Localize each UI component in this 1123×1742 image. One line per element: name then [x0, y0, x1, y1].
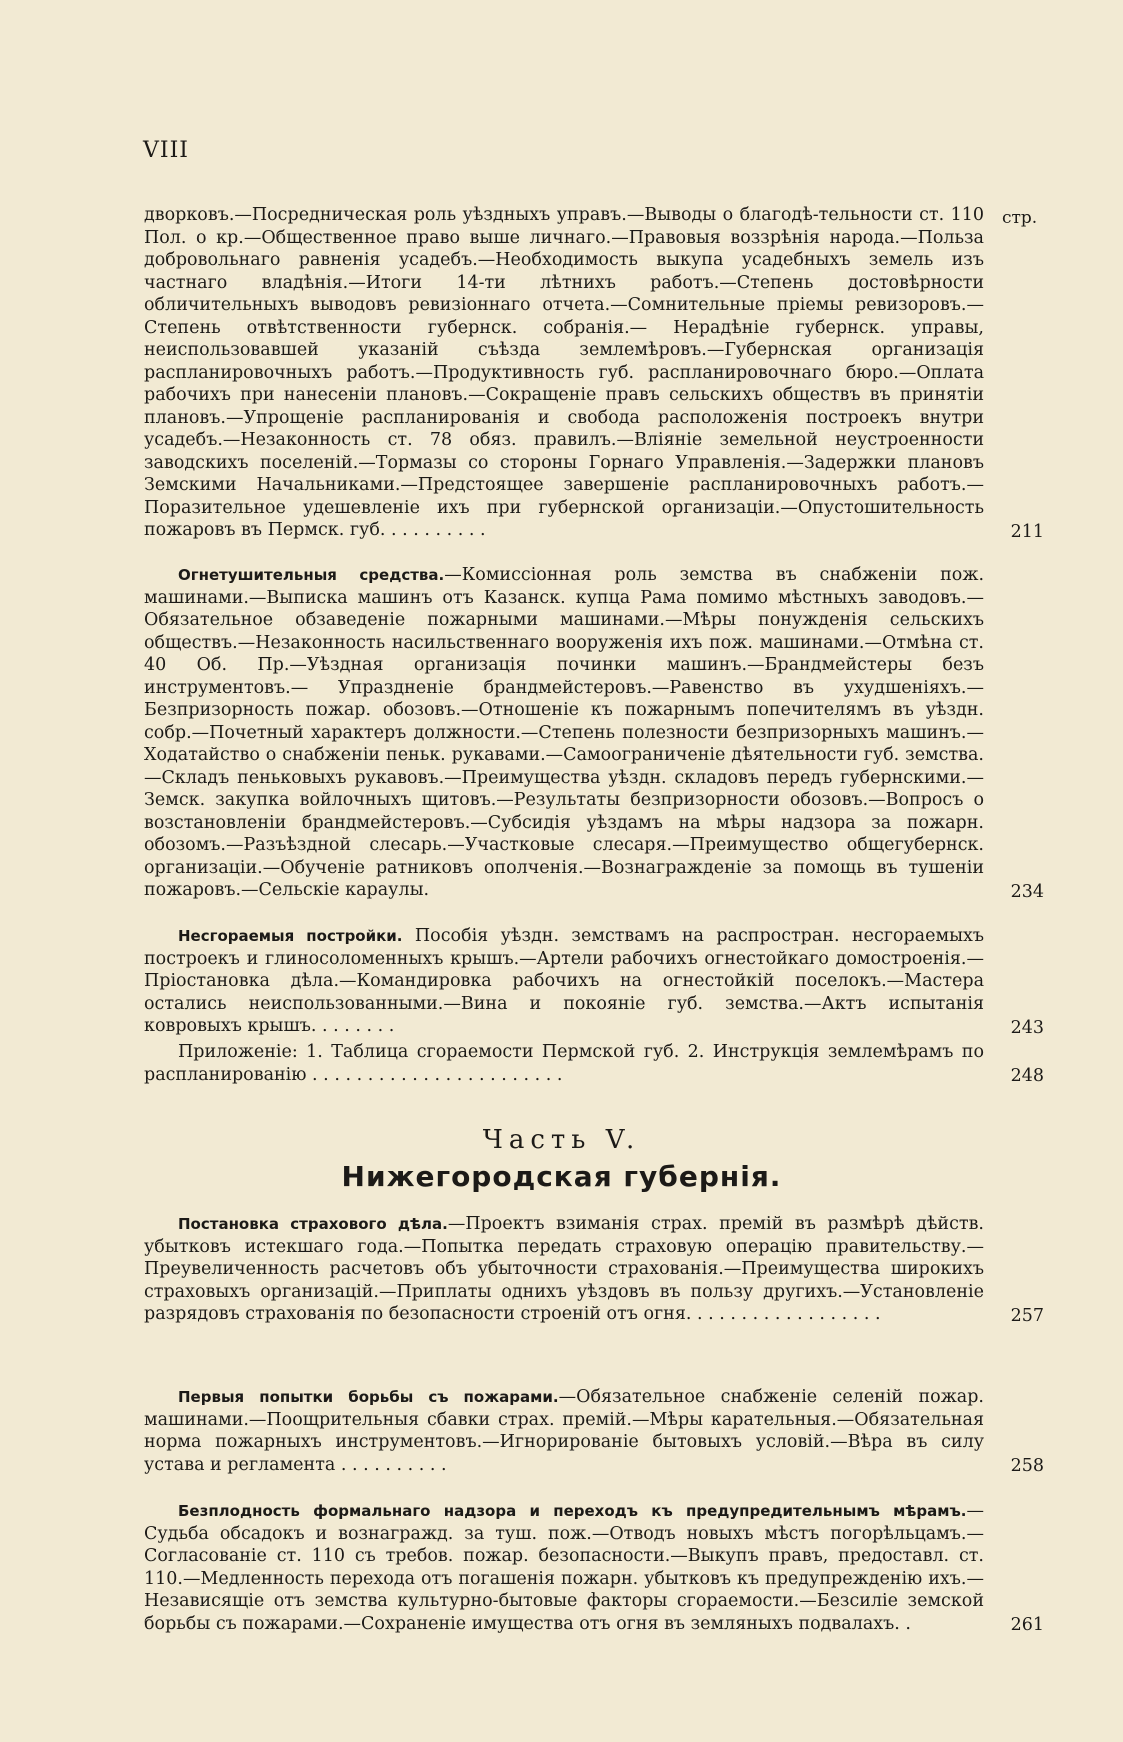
toc-entry-heading: Огнетушительныя средства. — [178, 566, 445, 584]
toc-entry-text: Постановка страхового дѣла.—Проектъ взиманія страх. премій въ размѣрѣ дѣйств. убытковъ истекшаго года.—Попытка передать страховую операцію правительству.—Преувеличенность расчетовъ объ убыточности страхованія.—Преимущества широкихъ страховыхъ организацій.—Приплаты однихъ уѣздовъ въ пользу другихъ.—Установленіе разрядовъ страхованія по безопасности строеній отъ огня. . . . . . . . . . . . . . . . . . — [144, 1214, 984, 1324]
toc-entry-heading: Первыя попытки борьбы съ пожарами. — [178, 1388, 559, 1406]
toc-entry-heading: Несгораемыя постройки. — [178, 927, 403, 945]
toc-page-number: 261 — [1010, 1615, 1044, 1635]
toc-page-number: 211 — [1010, 521, 1044, 542]
page-column-heading: стр. — [1002, 208, 1038, 228]
toc-page-number: 248 — [1010, 1066, 1044, 1086]
toc-entry-text: Первыя попытки борьбы съ пожарами.—Обязательное снабженіе селеній пожар. машинами.—Поощрительныя сбавки страх. премій.—Мѣры карательныя.—Обязательная норма пожарныхъ инструментовъ.—Игнорированіе бытовыхъ условій.—Вѣра въ силу устава и регламента . . . . . . . . . . — [144, 1387, 984, 1475]
toc-page-number: 258 — [1010, 1456, 1044, 1476]
toc-page-number: 243 — [1010, 1017, 1044, 1038]
toc-page-number: 234 — [1010, 881, 1044, 902]
toc-entry-heading: Постановка страхового дѣла. — [178, 1215, 448, 1233]
toc-entry-text: Огнетушительныя средства.—Комиссіонная роль земства въ снабженіи пож. машинами.—Выписка машинъ отъ Казанск. купца Рама помимо мѣстныхъ заводовъ.—Обязательное обзаведеніе пожарными машинами.—Мѣры понужденія сельскихъ обществъ.—Незаконность насильственнаго вооруженія ихъ пож. машинами.—Отмѣна ст. 40 Об. Пр.—Уѣздная организація починки машинъ.—Брандмейстеры безъ инструментовъ.— Упраздненіе брандмейстеровъ.—Равенство въ ухудшеніяхъ.—Безпризорность пожар. обозовъ.—Отношеніе къ пожарнымъ попечителямъ въ уѣздн. собр.—Почетный характеръ должности.—Степень полезности безпризорныхъ машинъ.—Ходатайство о снабженіи пеньк. рукавами.—Самоограниченіе дѣятельности губ. земства.—Складъ пеньковыхъ рукавовъ.—Преимущества уѣздн. складовъ передъ губернскими.—Земск. закупка войлочныхъ щитовъ.—Результаты безпризорности обозовъ.—Вопросъ о возстановленіи брандмейстеровъ.—Субсидія уѣздамъ на мѣры надзора за пожарн. обозомъ.—Разъѣздной слесарь.—Участковые слесаря.—Преимущество общегубернск. организаціи.—Обученіе ратниковъ ополченія.—Вознагражденіе за помощь въ тушеніи пожаровъ.—Сельскіе караулы. — [144, 565, 985, 900]
toc-entry-text: Несгораемыя постройки. Пособія уѣздн. земствамъ на распростран. несгораемыхъ построекъ и глиносоломенныхъ крышъ.—Артели рабочихъ огнестойкаго домостроенія.—Пріостановка дѣла.—Командировка рабочихъ на огнестойкій поселокъ.—Мастера остались неиспользованными.—Вина и покояніе губ. земства.—Актъ испытанія ковровыхъ крышъ. . . . . . . . — [144, 926, 985, 1036]
toc-entry — [144, 1500, 1044, 1635]
toc-entry-heading: Безплодность формальнаго надзора и переходъ къ предупредительнымъ мѣрамъ. — [178, 1502, 967, 1520]
toc-entry — [144, 564, 1044, 902]
page-number: VIII — [143, 138, 189, 163]
region-title: Нижегородская губернія. — [341, 1160, 782, 1193]
toc-entry — [144, 925, 1044, 1038]
toc-entry — [144, 1386, 1044, 1476]
toc-entry — [144, 1213, 1044, 1326]
toc-page-number: 257 — [1010, 1305, 1044, 1326]
toc-entry — [144, 1041, 1044, 1086]
toc-entry-text: Безплодность формальнаго надзора и переходъ къ предупредительнымъ мѣрамъ.—Судьба обсадокъ и вознагражд. за туш. пож.—Отводъ новыхъ мѣстъ погорѣльцамъ.— Согласованіе ст. 110 съ требов. пожар. безопасности.—Выкупъ правъ, предоставл. ст. 110.—Медленность перехода отъ погашенія пожарн. убытковъ къ предупрежденію ихъ.— Независящіе отъ земства культурно-бытовые факторы сгораемости.—Безсиліе земской борьбы съ пожарами.—Сохраненіе имущества отъ огня въ земляныхъ подвалахъ. . — [144, 1501, 984, 1634]
toc-entry-text: Приложеніе: 1. Таблица сгораемости Пермской губ. 2. Инструкція землемѣрамъ по распланированію . . . . . . . . . . . . . . . . . . . . . . . — [144, 1042, 984, 1085]
toc-entry — [144, 204, 1044, 542]
part-title: Часть V. — [482, 1125, 641, 1155]
toc-entry-text: дворковъ.—Посредническая роль уѣздныхъ управъ.—Выводы о благодѣ-тельности ст. 110 Пол. о кр.—Общественное право выше личнаго.—Правовыя воззрѣнія народа.—Польза добровольнаго равненія усадебъ.—Необходимость выкупа усадебныхъ земель изъ частнаго владѣнія.—Итоги 14-ти лѣтнихъ работъ.—Степень достовѣрности обличительныхъ выводовъ ревизіоннаго отчета.—Сомнительные пріемы ревизоровъ.—Степень отвѣтственности губернск. собранія.— Нерадѣніе губернск. управы, неиспользовавшей указаній съѣзда землемѣровъ.—Губернская организація распланировочныхъ работъ.—Продуктивность губ. распланировочнаго бюро.—Оплата рабочихъ при нанесеніи плановъ.—Сокращеніе правъ сельскихъ обществъ въ принятіи плановъ.—Упрощеніе распланированія и свобода расположенія построекъ внутри усадебъ.—Незаконность ст. 78 обяз. правилъ.—Вліяніе земельной неустроенности заводскихъ поселеній.—Тормазы со стороны Горнаго Управленія.—Задержки плановъ Земскими Начальниками.—Предстоящее завершеніе распланировочныхъ работъ.—Поразительное удешевленіе ихъ при губернской организаціи.—Опустошительность пожаровъ въ Пермск. губ. . . . . . . . . . — [144, 205, 984, 540]
